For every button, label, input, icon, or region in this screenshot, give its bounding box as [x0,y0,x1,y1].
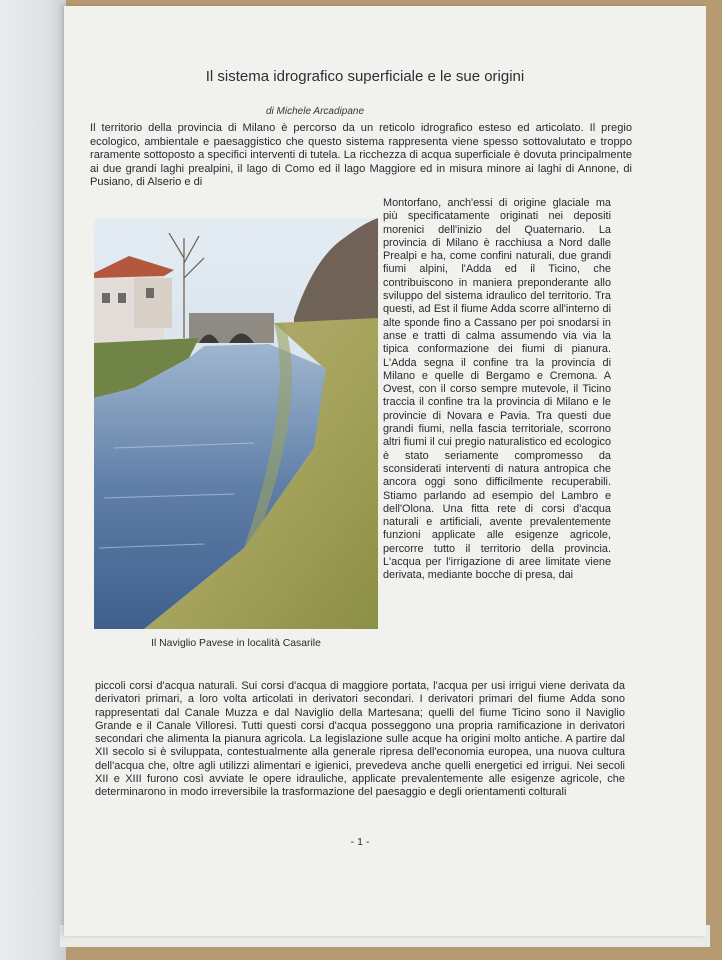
bottom-paragraph: piccoli corsi d'acqua naturali. Sui corsi d'acqua di maggiore portata, l'acqua per usi irrigui viene derivata da derivatori primari, a loro volta articolati in derivatori secondari. I derivatori primari del fiume Adda sono rappresentati dal Canale Muzza e dal Naviglio della Martesana; quelli del fiume Ticino sono il Naviglio Grande e il Canale Villoresi. Tutti questi corsi d'acqua posseggono una propria ramificazione in derivatori secondari che alimenta la pianura agricola. La legislazione sulle acque ha origini molto antiche. A partire dal XII secolo si è sviluppata, contestualmente alla generale ripresa dell'economia europea, una nuova cultura dell'acqua che, oltre agli utilizzi alimentari e igienici, prevedeva anche quelli energetici ed irrigui. Nei secoli XII e XIII furono così avviate le opere idrauliche, applicate prevalentemente alle esigenze agricole, che determinarono in modo irreversibile la trasformazione del paesaggio e degli orientamenti colturali [95,680,625,799]
intro-paragraph: Il territorio della provincia di Milano è percorso da un reticolo idrografico esteso ed articolato. Il pregio ecologico, ambientale e paesaggistico che questo sistema rappresenta viene spesso sottovalutato e troppo raramente sottoposto a specifici interventi di tutela. La ricchezza di acqua superficiale è dovuta principalmente ai due grandi laghi prealpini, il lago di Como ed il lago Maggiore ed in misura minore ai laghi di Annone, di Pusiano, di Alserio e di [90,122,632,189]
column-paragraph: Montorfano, anch'essi di origine glaciale ma più specificatamente originati nei depositi morenici dell'inizio del Quaternario. La provincia di Milano è racchiusa a Nord dalle Prealpi e ha, come confini naturali, due grandi fiumi alpini, l'Adda ed il Ticino, che contribuiscono in maniera preponderante allo sviluppo del sistema idraulico del territorio. Tra questi, ad Est il fiume Adda scorre all'interno di alte sponde fino a Cassano per poi snodarsi in anse e tratti di calma assumendo via via la tipica conformazione dei fiumi di pianura. L'Adda segna il confine tra la provincia di Milano e quelle di Bergamo e Cremona. A Ovest, con il corso sempre mutevole, il Ticino traccia il confine tra la provincia di Milano e le provincie di Novara e Pavia. Tra questi due grandi fiumi, nella fascia territoriale, scorrono altri fiumi il cui pregio naturalistico ed ecologico è stato seriamente compromesso da sconsiderati interventi di natura antropica che ancora oggi sono difficilmente recuperabili. Stiamo parlando ad esempio del Lambro e dell'Olona. Una fitta rete di corsi d'acqua naturali e artificiali, avente prevalentemente funzioni applicate alle esigenze agricole, percorre tutto il territorio della provincia. L'acqua per l'irrigazione di aree limitate viene derivata, mediante bocche di presa, dai [383,197,611,582]
photo-caption: Il Naviglio Pavese in località Casarile [151,638,321,649]
article-title: Il sistema idrografico superficiale e le sue origini [205,68,525,85]
facing-page [0,0,66,960]
canal-photo [94,218,378,629]
page-number: - 1 - [350,836,370,848]
article-author: di Michele Arcadipane [265,106,365,117]
